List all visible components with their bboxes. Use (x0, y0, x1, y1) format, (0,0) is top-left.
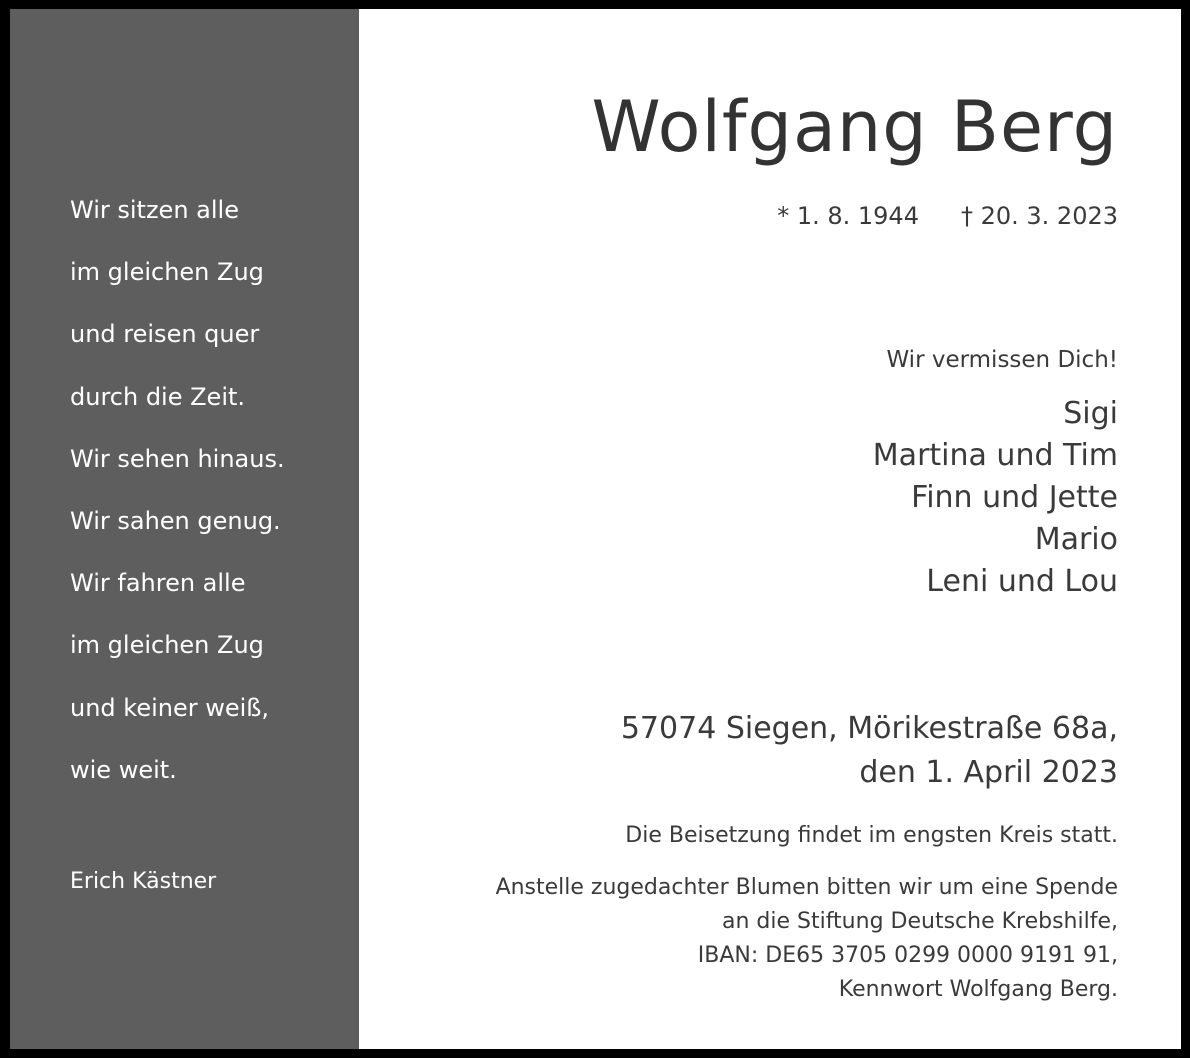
family-list (873, 393, 1118, 603)
poem-line: Wir fahren alle (70, 569, 246, 598)
poem-line: und reisen quer (70, 320, 260, 349)
poem-line: Wir sehen hinaus. (70, 444, 285, 473)
family-member: Finn und Jette (911, 480, 1118, 515)
poem-panel (10, 9, 359, 1049)
death-date: † 20. 3. 2023 (960, 202, 1118, 230)
address-block (621, 707, 1118, 795)
poem-line: im gleichen Zug (70, 258, 264, 287)
address-line: 57074 Siegen, Mörikestraße 68a, (620, 711, 1118, 746)
deceased-name: Wolfgang Berg (591, 86, 1118, 168)
poem-author: Erich Kästner (70, 869, 217, 894)
family-member: Mario (1034, 522, 1118, 557)
donation-line: an die Stiftung Deutsche Krebshilfe, (721, 909, 1118, 934)
family-member: Leni und Lou (926, 564, 1118, 599)
poem-line: Wir sahen genug. (70, 506, 281, 535)
poem-line: und keiner weiß, (70, 693, 270, 722)
family-member: Martina und Tim (872, 438, 1118, 473)
address-date-line: den 1. April 2023 (859, 755, 1118, 790)
life-dates (777, 199, 1118, 233)
poem-line: Wir sitzen alle (70, 196, 239, 224)
donation-note (496, 871, 1118, 1007)
birth-date: * 1. 8. 1944 (777, 202, 919, 230)
announcement-panel (359, 9, 1181, 1049)
family-member: Sigi (1063, 396, 1118, 431)
donation-line: IBAN: DE65 3705 0299 0000 9191 91, (697, 943, 1118, 968)
poem (70, 187, 285, 809)
poem-line: wie weit. (70, 755, 177, 784)
burial-note: Die Beisetzung findet im engsten Kreis statt. (625, 823, 1118, 848)
donation-line: Kennwort Wolfgang Berg. (838, 977, 1118, 1002)
miss-line: Wir vermissen Dich! (886, 347, 1118, 373)
donation-line: Anstelle zugedachter Blumen bitten wir um eine Spende (495, 875, 1118, 900)
poem-line: im gleichen Zug (70, 631, 264, 660)
poem-line: durch die Zeit. (70, 382, 246, 411)
